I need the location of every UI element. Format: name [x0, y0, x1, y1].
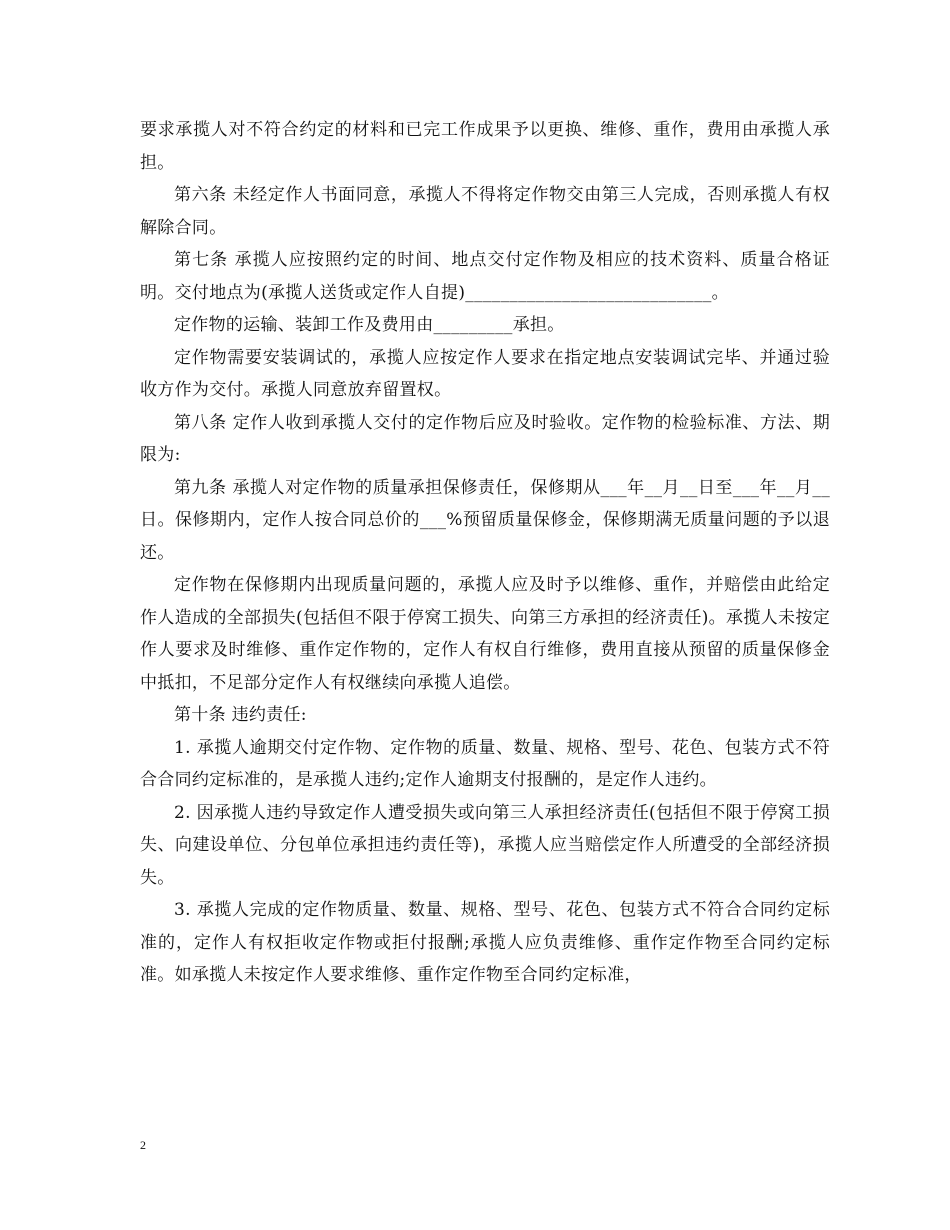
- page-number: 2: [140, 1138, 146, 1152]
- paragraph-installation: 定作物需要安装调试的，承揽人应按定作人要求在指定地点安装调试完毕、并通过验收方作为交付。承揽人同意放弃留置权。: [140, 347, 830, 400]
- paragraph-breach-3: 3. 承揽人完成的定作物质量、数量、规格、型号、花色、包装方式不符合合同约定标准的，定作人有权拒收定作物或拒付报酬;承揽人应负责维修、重作定作物至合同约定标准。如承揽人未按定作人要求维修、重作定作物至合同约定标准，: [140, 900, 830, 985]
- paragraph-article-7: 第七条 承揽人应按照约定的时间、地点交付定作物及相应的技术资料、质量合格证明。交付地点为(承揽人送货或定作人自提)____________________________。: [140, 250, 830, 303]
- paragraph-breach-1: 1. 承揽人逾期交付定作物、定作物的质量、数量、规格、型号、花色、包装方式不符合合同约定标准的，是承揽人违约;定作人逾期支付报酬的，是定作人违约。: [140, 737, 830, 790]
- paragraph-continuation: 要求承揽人对不符合约定的材料和已完工作成果予以更换、维修、重作，费用由承揽人承担。: [140, 120, 830, 173]
- paragraph-article-10: 第十条 违约责任:: [174, 705, 307, 725]
- paragraph-article-6: 第六条 未经定作人书面同意，承揽人不得将定作物交由第三人完成，否则承揽人有权解除合同。: [140, 185, 830, 238]
- paragraph-transport-cost: 定作物的运输、装卸工作及费用由_________承担。: [174, 315, 565, 335]
- paragraph-article-9: 第九条 承揽人对定作物的质量承担保修责任，保修期从___年__月__日至___年__月__日。保修期内，定作人按合同总价的___%预留质量保修金，保修期满无质量问题的予以退还。: [140, 477, 830, 563]
- paragraph-article-8: 第八条 定作人收到承揽人交付的定作物后应及时验收。定作物的检验标准、方法、期限为:: [140, 412, 830, 465]
- paragraph-warranty-issues: 定作物在保修期内出现质量问题的，承揽人应及时予以维修、重作，并赔偿由此给定作人造成的全部损失(包括但不限于停窝工损失、向第三方承担的经济责任)。承揽人未按定作人要求及时维修、重作定作物的，定作人有权自行维修，费用直接从预留的质量保修金中抵扣，不足部分定作人有权继续向承揽人追偿。: [140, 575, 830, 693]
- paragraph-breach-2: 2. 因承揽人违约导致定作人遭受损失或向第三人承担经济责任(包括但不限于停窝工损失、向建设单位、分包单位承担违约责任等)，承揽人应当赔偿定作人所遭受的全部经济损失。: [140, 802, 830, 888]
- document-body: [140, 114, 830, 992]
